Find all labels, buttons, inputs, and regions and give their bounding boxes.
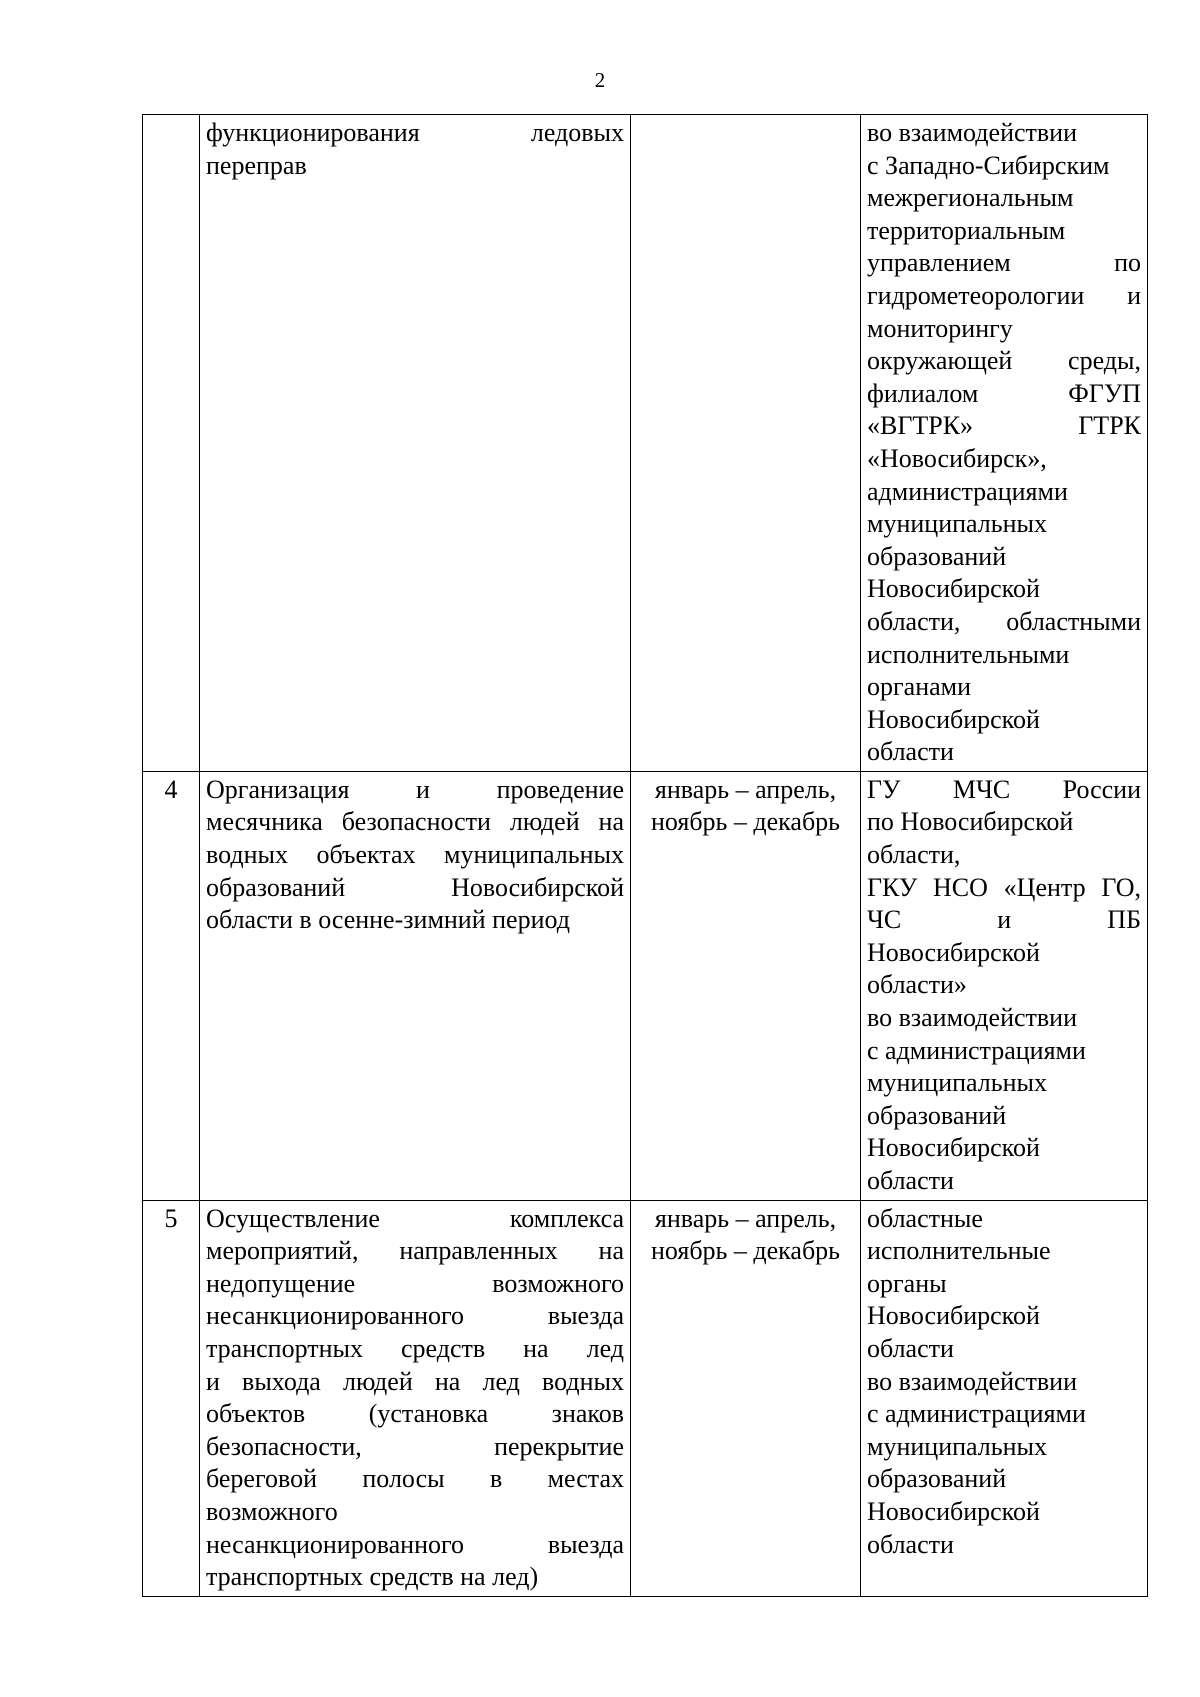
text-line: гидрометеорологии и [867, 280, 1141, 310]
text-line: муниципальных [867, 1431, 1048, 1461]
term-cell [631, 115, 861, 772]
table-row [143, 115, 1148, 772]
text-line: окружающей среды, [867, 346, 1141, 376]
text-line: месячника безопасности людей на [206, 807, 624, 837]
text-line: январь – апрель, [654, 774, 837, 804]
text-line: области [867, 1529, 954, 1559]
text-line: ноябрь – декабрь [650, 1236, 841, 1266]
table-row [143, 1200, 1148, 1596]
text-line: органы [867, 1268, 947, 1298]
text-line: области» [867, 970, 967, 1000]
text-line: Осуществление комплекса [206, 1203, 624, 1233]
text-line: органами [867, 672, 972, 702]
text-line: образований [867, 1464, 1007, 1494]
text-line: с Западно-Сибирским [867, 150, 1110, 180]
text-line: недопущение возможного [206, 1268, 624, 1298]
text-line: во взаимодействии [867, 1366, 1077, 1396]
text-line: области [867, 737, 954, 767]
text-line: муниципальных [867, 509, 1048, 539]
text-line: межрегиональным [867, 183, 1074, 213]
term-cell [631, 771, 861, 1200]
text-line: Новосибирской [867, 704, 1040, 734]
text-line: январь – апрель, [654, 1203, 837, 1233]
executor-cell [861, 1200, 1148, 1596]
page-number: 2 [594, 68, 606, 92]
text-line: Новосибирской [867, 1496, 1040, 1526]
text-line: транспортных средств на лед) [206, 1562, 539, 1592]
term-cell [631, 1200, 861, 1596]
text-line: территориальным [867, 215, 1066, 245]
row-number: 5 [143, 1200, 200, 1596]
text-line: администрациями [867, 476, 1068, 506]
text-line: во взаимодействии [867, 1003, 1077, 1033]
event-name-cell [200, 1200, 631, 1596]
executor-cell [861, 115, 1148, 772]
text-line: исполнительными [867, 639, 1070, 669]
text-line: «ВГТРК» ГТРК [867, 411, 1141, 441]
text-line: муниципальных [867, 1068, 1048, 1098]
text-line: ГКУ НСО «Центр ГО, [867, 872, 1141, 902]
text-line: управлением по [867, 248, 1141, 278]
text-line: Организация и проведение [206, 774, 624, 804]
text-line: области [867, 1333, 954, 1363]
text-line: функционирования ледовых [206, 118, 624, 147]
text-line: Новосибирской [867, 937, 1040, 967]
text-line: и выхода людей на лед водных [206, 1366, 624, 1396]
text-line: объектов (установка знаков [206, 1399, 624, 1429]
plan-table [142, 114, 1148, 1597]
text-line: безопасности, перекрытие [206, 1431, 624, 1461]
text-line: области, областными [867, 606, 1141, 636]
text-line: «Новосибирск», [867, 443, 1047, 473]
text-line: возможного [206, 1496, 338, 1526]
text-line: образований [867, 541, 1007, 571]
text-line: береговой полосы в местах [206, 1464, 624, 1494]
event-name-cell [200, 771, 631, 1200]
text-line: во взаимодействии [867, 118, 1077, 147]
text-line: мероприятий, направленных на [206, 1236, 624, 1266]
executor-cell [861, 771, 1148, 1200]
text-line: ноябрь – декабрь [650, 807, 841, 837]
table-row [143, 771, 1148, 1200]
text-line: по Новосибирской [867, 807, 1074, 837]
text-line: переправ [206, 150, 307, 180]
text-line: области [867, 1166, 954, 1195]
text-line: исполнительные [867, 1236, 1051, 1266]
text-line: несанкционированного выезда [206, 1529, 624, 1559]
text-line: ГУ МЧС России [867, 774, 1141, 804]
text-line: водных объектах муниципальных [206, 840, 624, 870]
text-line: с администрациями [867, 1035, 1086, 1065]
text-line: Новосибирской [867, 1133, 1040, 1163]
text-line: образований Новосибирской [206, 872, 624, 902]
row-number: 4 [143, 771, 200, 1200]
text-line: Новосибирской [867, 1301, 1040, 1331]
text-line: мониторингу [867, 313, 1013, 343]
text-line: области в осенне-зимний период [206, 905, 570, 935]
text-line: Новосибирской [867, 574, 1040, 604]
text-line: ЧС и ПБ [867, 905, 1141, 935]
text-line: филиалом ФГУП [867, 378, 1141, 408]
event-name-cell [200, 115, 631, 772]
text-line: несанкционированного выезда [206, 1301, 624, 1331]
text-line: образований [867, 1100, 1007, 1130]
text-line: областные [867, 1203, 983, 1233]
text-line: транспортных средств на лед [206, 1333, 624, 1363]
text-line: области, [867, 840, 961, 870]
row-number [143, 115, 200, 772]
text-line: с администрациями [867, 1399, 1086, 1429]
